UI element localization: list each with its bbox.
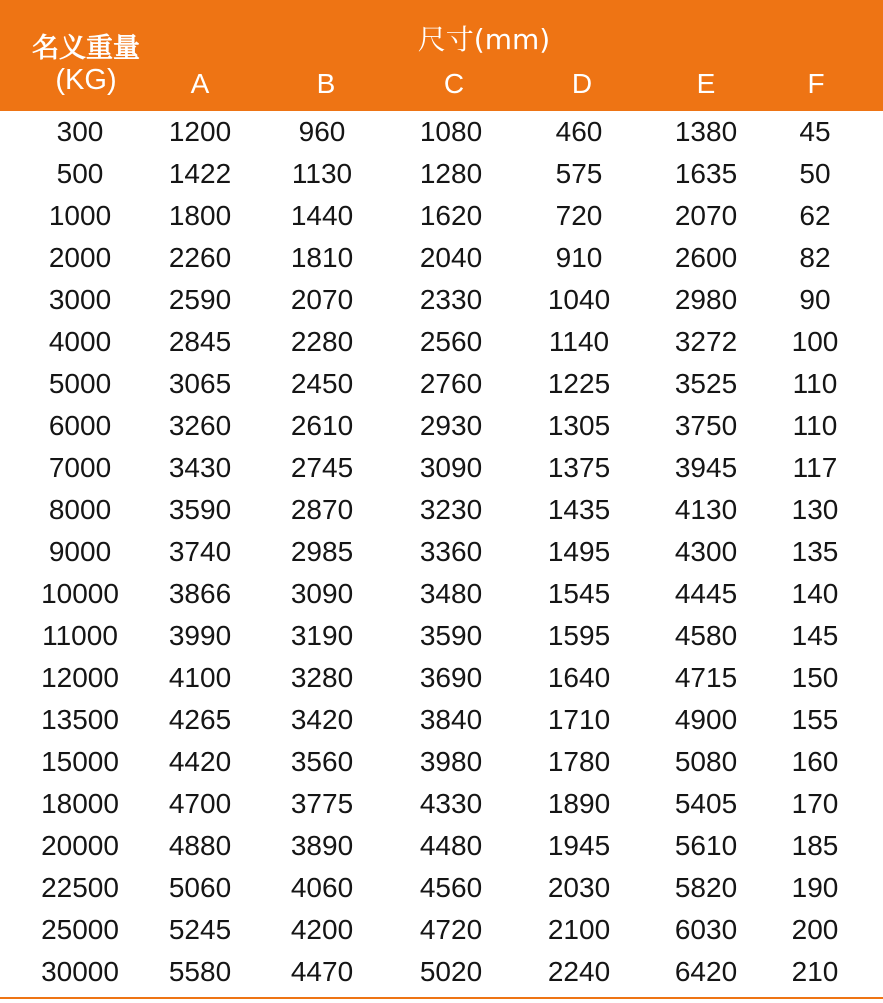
cell-b: 2280: [290, 326, 354, 357]
cell-weight: 15000: [41, 746, 119, 777]
cell-b: 3280: [290, 662, 354, 693]
cell-b: 1130: [291, 158, 353, 189]
cell-a: 4100: [168, 662, 232, 693]
cell-a: 3740: [168, 536, 232, 567]
cell-f: 117: [792, 452, 838, 483]
cell-d: 1640: [547, 662, 611, 693]
cell-b: 3090: [290, 578, 354, 609]
cell-e: 2070: [674, 200, 738, 231]
cell-c: 1620: [419, 200, 483, 231]
cell-b: 960: [298, 116, 346, 147]
cell-e: 5820: [674, 872, 738, 903]
cell-c: 3840: [419, 704, 483, 735]
cell-c: 3480: [419, 578, 483, 609]
cell-e: 5405: [674, 788, 738, 819]
cell-a: 5245: [168, 914, 232, 945]
cell-a: 4880: [168, 830, 232, 861]
cell-a: 1800: [168, 200, 232, 231]
cell-a: 1200: [168, 116, 232, 147]
cell-f: 155: [791, 704, 839, 735]
cell-weight: 22500: [41, 872, 119, 903]
table-body: [0, 111, 883, 993]
cell-d: 1780: [547, 746, 611, 777]
cell-c: 4330: [419, 788, 483, 819]
cell-weight: 12000: [41, 662, 119, 693]
cell-a: 3590: [168, 494, 232, 525]
cell-a: 3260: [168, 410, 232, 441]
cell-e: 3525: [674, 368, 738, 399]
table-row: [0, 195, 883, 237]
cell-b: 1440: [290, 200, 354, 231]
cell-c: 2760: [419, 368, 483, 399]
table-row: [0, 783, 883, 825]
cell-e: 2980: [674, 284, 738, 315]
cell-f: 130: [791, 494, 839, 525]
cell-c: 3980: [419, 746, 483, 777]
table-row: [0, 615, 883, 657]
cell-b: 3190: [290, 620, 354, 651]
cell-f: 110: [792, 368, 838, 399]
cell-b: 2450: [290, 368, 354, 399]
cell-f: 200: [791, 914, 839, 945]
cell-f: 170: [791, 788, 839, 819]
column-header-c: C: [443, 68, 465, 99]
cell-weight: 300: [56, 116, 104, 147]
cell-f: 50: [799, 158, 831, 189]
cell-weight: 20000: [41, 830, 119, 861]
cell-b: 3420: [290, 704, 354, 735]
cell-e: 4715: [674, 662, 738, 693]
column-header-d: D: [571, 68, 593, 99]
cell-weight: 7000: [48, 452, 112, 483]
cell-d: 1595: [547, 620, 611, 651]
cell-b: 2985: [290, 536, 354, 567]
cell-e: 3750: [674, 410, 738, 441]
cell-e: 4580: [674, 620, 738, 651]
cell-c: 1280: [419, 158, 483, 189]
column-header-a: A: [190, 68, 210, 99]
table-row: [0, 111, 883, 153]
cell-d: 1945: [547, 830, 611, 861]
table-row: [0, 657, 883, 699]
cell-weight: 1000: [48, 200, 112, 231]
cell-f: 100: [791, 326, 839, 357]
cell-weight: 30000: [41, 956, 119, 987]
cell-c: 2930: [419, 410, 483, 441]
cell-weight: 11000: [42, 620, 118, 651]
cell-d: 1545: [547, 578, 611, 609]
cell-c: 4560: [419, 872, 483, 903]
table-row: [0, 741, 883, 783]
cell-c: 2330: [419, 284, 483, 315]
cell-c: 3090: [419, 452, 483, 483]
cell-e: 1380: [674, 116, 738, 147]
cell-a: 5060: [168, 872, 232, 903]
cell-c: 3230: [419, 494, 483, 525]
cell-b: 4470: [290, 956, 354, 987]
cell-c: 4720: [419, 914, 483, 945]
cell-c: 2040: [419, 242, 483, 273]
cell-a: 3990: [168, 620, 232, 651]
cell-b: 2745: [290, 452, 354, 483]
table-row: [0, 447, 883, 489]
cell-c: 2560: [419, 326, 483, 357]
table-row: [0, 825, 883, 867]
cell-b: 3775: [290, 788, 354, 819]
cell-a: 3065: [168, 368, 232, 399]
cell-f: 82: [799, 242, 831, 273]
cell-e: 3272: [674, 326, 738, 357]
table-row: [0, 321, 883, 363]
cell-d: 1040: [547, 284, 611, 315]
cell-d: 1435: [547, 494, 611, 525]
cell-weight: 4000: [48, 326, 112, 357]
cell-e: 1635: [674, 158, 738, 189]
cell-c: 3590: [419, 620, 483, 651]
table-row: [0, 699, 883, 741]
column-header-e: E: [696, 68, 716, 99]
cell-b: 2870: [290, 494, 354, 525]
table-row: [0, 363, 883, 405]
weight-unit-label: (KG): [55, 64, 117, 96]
cell-weight: 5000: [48, 368, 112, 399]
cell-weight: 18000: [41, 788, 119, 819]
cell-b: 4060: [290, 872, 354, 903]
cell-d: 1495: [547, 536, 611, 567]
cell-d: 720: [555, 200, 603, 231]
table-row: [0, 279, 883, 321]
cell-e: 6030: [674, 914, 738, 945]
cell-e: 6420: [674, 956, 738, 987]
cell-e: 4900: [674, 704, 738, 735]
cell-e: 2600: [674, 242, 738, 273]
table-row: [0, 237, 883, 279]
cell-b: 3560: [290, 746, 354, 777]
cell-e: 4445: [674, 578, 738, 609]
cell-weight: 10000: [41, 578, 119, 609]
cell-d: 1140: [548, 326, 610, 357]
cell-f: 145: [791, 620, 839, 651]
table-header: [0, 0, 883, 111]
cell-e: 3945: [674, 452, 738, 483]
cell-d: 1375: [547, 452, 611, 483]
cell-b: 3890: [290, 830, 354, 861]
cell-a: 3866: [168, 578, 232, 609]
cell-b: 2070: [290, 284, 354, 315]
weight-header-label: 名义重量: [32, 33, 140, 64]
cell-e: 5610: [674, 830, 738, 861]
table-row: [0, 573, 883, 615]
cell-a: 2590: [168, 284, 232, 315]
cell-d: 2240: [547, 956, 611, 987]
table-row: [0, 153, 883, 195]
column-header-b: B: [316, 68, 336, 99]
cell-f: 62: [799, 200, 831, 231]
cell-a: 4700: [168, 788, 232, 819]
bottom-rule: [0, 997, 883, 999]
cell-a: 4420: [168, 746, 232, 777]
cell-f: 210: [791, 956, 839, 987]
cell-c: 4480: [419, 830, 483, 861]
cell-a: 3430: [168, 452, 232, 483]
cell-f: 45: [799, 116, 831, 147]
cell-weight: 500: [56, 158, 104, 189]
table-row: [0, 867, 883, 909]
cell-weight: 8000: [48, 494, 112, 525]
cell-c: 1080: [419, 116, 483, 147]
cell-weight: 6000: [48, 410, 112, 441]
cell-a: 4265: [168, 704, 232, 735]
cell-d: 2030: [547, 872, 611, 903]
cell-d: 1225: [547, 368, 611, 399]
cell-a: 2845: [168, 326, 232, 357]
cell-d: 2100: [547, 914, 611, 945]
cell-e: 4300: [674, 536, 738, 567]
dimension-header-label: 尺寸(mm): [417, 23, 551, 56]
cell-d: 575: [555, 158, 603, 189]
cell-weight: 3000: [48, 284, 112, 315]
cell-d: 460: [555, 116, 603, 147]
cell-e: 4130: [674, 494, 738, 525]
cell-f: 110: [792, 410, 838, 441]
cell-a: 1422: [168, 158, 232, 189]
cell-f: 90: [799, 284, 831, 315]
cell-f: 190: [791, 872, 839, 903]
cell-e: 5080: [674, 746, 738, 777]
cell-f: 135: [791, 536, 839, 567]
cell-a: 5580: [168, 956, 232, 987]
column-header-f: F: [807, 68, 825, 99]
cell-f: 185: [791, 830, 839, 861]
cell-c: 3690: [419, 662, 483, 693]
cell-weight: 9000: [48, 536, 112, 567]
cell-d: 910: [555, 242, 603, 273]
cell-weight: 2000: [48, 242, 112, 273]
table-row: [0, 951, 883, 993]
cell-f: 140: [791, 578, 839, 609]
cell-d: 1305: [547, 410, 611, 441]
cell-weight: 25000: [41, 914, 119, 945]
table-row: [0, 489, 883, 531]
cell-b: 1810: [290, 242, 354, 273]
cell-c: 3360: [419, 536, 483, 567]
cell-b: 4200: [290, 914, 354, 945]
table-row: [0, 531, 883, 573]
cell-a: 2260: [168, 242, 232, 273]
table-row: [0, 909, 883, 951]
cell-f: 150: [791, 662, 839, 693]
cell-f: 160: [791, 746, 839, 777]
cell-d: 1710: [547, 704, 611, 735]
cell-b: 2610: [290, 410, 354, 441]
cell-weight: 13500: [41, 704, 119, 735]
cell-d: 1890: [547, 788, 611, 819]
cell-c: 5020: [419, 956, 483, 987]
table-row: [0, 405, 883, 447]
